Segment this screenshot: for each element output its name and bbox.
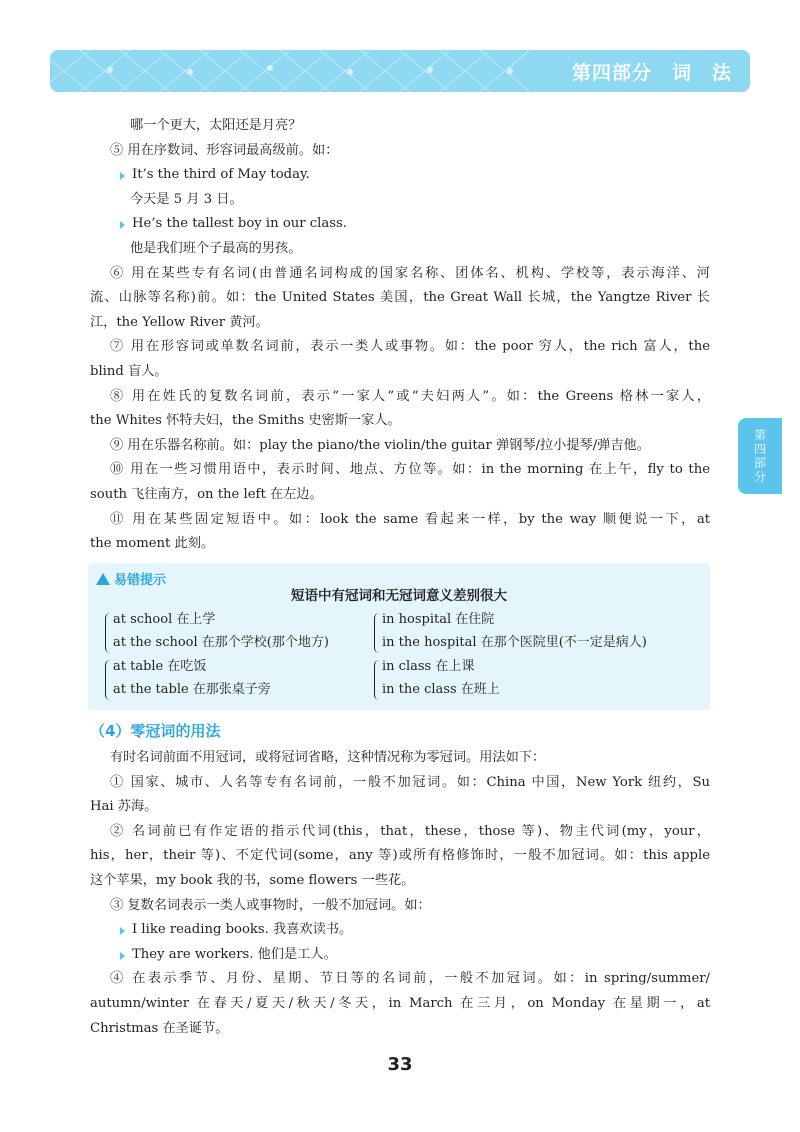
phrase: in the hospital 在那个医院里(不一定是病人) [382, 635, 647, 650]
example-text: It’s the third of May today. [132, 167, 310, 183]
article-body-top [90, 114, 710, 557]
text-line: ③ 复数名词表示一类人或事物时，一般不加冠词。如： [110, 897, 431, 913]
article-body-bottom [90, 746, 710, 1041]
translation-line: 他是我们班个子最高的男孩。 [130, 240, 302, 256]
bullet-triangle-icon [120, 927, 125, 935]
bullet-triangle-icon [120, 952, 125, 960]
tip-box [88, 563, 710, 710]
page-number: 33 [387, 1054, 413, 1075]
example-item [90, 212, 710, 237]
text-line: ⑦ 用在形容词或单数名词前，表示一类人或事物。如：the poor 穷人，the rich 富人，the [110, 339, 710, 355]
tip-label-text: 易错提示 [114, 573, 167, 588]
brace-icon [374, 613, 380, 653]
text-line: 这个苹果，my book 我的书，some flowers 一些花。 [90, 872, 415, 888]
page-header-banner [50, 50, 750, 92]
example-text: I like reading books. 我喜欢读书。 [132, 922, 353, 938]
text-line: autumn/winter 在春天/夏天/秋天/冬天，in March 在三月，on Monday 在星期一，at [90, 995, 710, 1011]
text-line: ④ 在表示季节、月份、星期、节日等的名词前，一般不加冠词。如：in spring/summer/ [110, 971, 710, 987]
phrase: in class 在上课 [382, 659, 475, 674]
text-line: ⑪ 用在某些固定短语中。如：look the same 看起来一样，by the way 顺便说一下，at [110, 511, 710, 527]
example-text: They are workers. 他们是工人。 [132, 946, 337, 962]
text-line: his，her，their 等)、不定代词(some，any 等)或所有格修饰时，一般不加冠词。如：this apple [90, 848, 710, 864]
text-line: ⑤ 用在序数词、形容词最高级前。如： [110, 142, 339, 158]
header-title: 第四部分 词 法 [571, 62, 732, 84]
text-line: 流、山脉等名称)前。如：the United States 美国，the Great Wall 长城，the Yangtze River 长 [90, 290, 710, 306]
side-section-tab [738, 418, 782, 494]
text-line: ⑩ 用在一些习惯用语中，表示时间、地点、方位等。如：in the morning 在上午，fly to the [110, 462, 710, 478]
example-text: He’s the tallest boy in our class. [132, 216, 347, 232]
text-line: blind 盲人。 [90, 363, 168, 379]
example-item [90, 943, 710, 968]
section-title: （4）零冠词的用法 [90, 722, 221, 740]
text-line: ① 国家、城市、人名等专有名词前，一般不加冠词。如：China 中国，New York 纽约，Su [110, 774, 710, 790]
text-line: ② 名词前已有作定语的指示代词(this，that，these，those 等)、物主代词(my，your， [110, 823, 710, 839]
phrase: at the school 在那个学校(那个地方) [113, 635, 329, 650]
text-line: 江，the Yellow River 黄河。 [90, 314, 269, 330]
bullet-triangle-icon [120, 172, 125, 180]
text-line: the moment 此刻。 [90, 536, 215, 552]
text-line: ⑧ 用在姓氏的复数名词前，表示“一家人”或“夫妇两人”。如：the Greens 格林一家人， [110, 388, 710, 404]
text-line: Hai 苏海。 [90, 799, 158, 815]
phrase: in the class 在班上 [382, 682, 500, 697]
example-item [90, 918, 710, 943]
text-line: ⑨ 用在乐器名称前。如：play the piano/the violin/the guitar 弹钢琴/拉小提琴/弹吉他。 [110, 437, 650, 453]
text-line: the Whites 怀特夫妇，the Smiths 史密斯一家人。 [90, 413, 401, 429]
example-item [90, 163, 710, 188]
text-line: 哪一个更大，太阳还是月亮？ [130, 118, 302, 133]
brace-icon [374, 660, 380, 700]
translation-line: 今天是 5 月 3 日。 [130, 191, 243, 207]
text-line: Christmas 在圣诞节。 [90, 1020, 229, 1036]
text-line: 有时名词前面不用冠词，或将冠词省略，这种情况称为零冠词。用法如下： [110, 750, 546, 765]
phrase: at table 在吃饭 [113, 659, 207, 674]
brace-icon [105, 660, 111, 700]
tip-heading: 短语中有冠词和无冠词意义差别很大 [291, 588, 507, 604]
side-tab-label: 第四部分 [753, 428, 766, 484]
text-line: ⑥ 用在某些专有名词(由普通名词构成的国家名称、团体名、机构、学校等，表示海洋、河 [110, 265, 710, 281]
bullet-triangle-icon [120, 221, 125, 229]
phrase: at school 在上学 [113, 612, 216, 627]
brace-icon [105, 613, 111, 653]
text-line: south 飞往南方，on the left 在左边。 [90, 486, 323, 502]
phrase: in hospital 在住院 [382, 612, 495, 627]
phrase: at the table 在那张桌子旁 [113, 682, 271, 697]
